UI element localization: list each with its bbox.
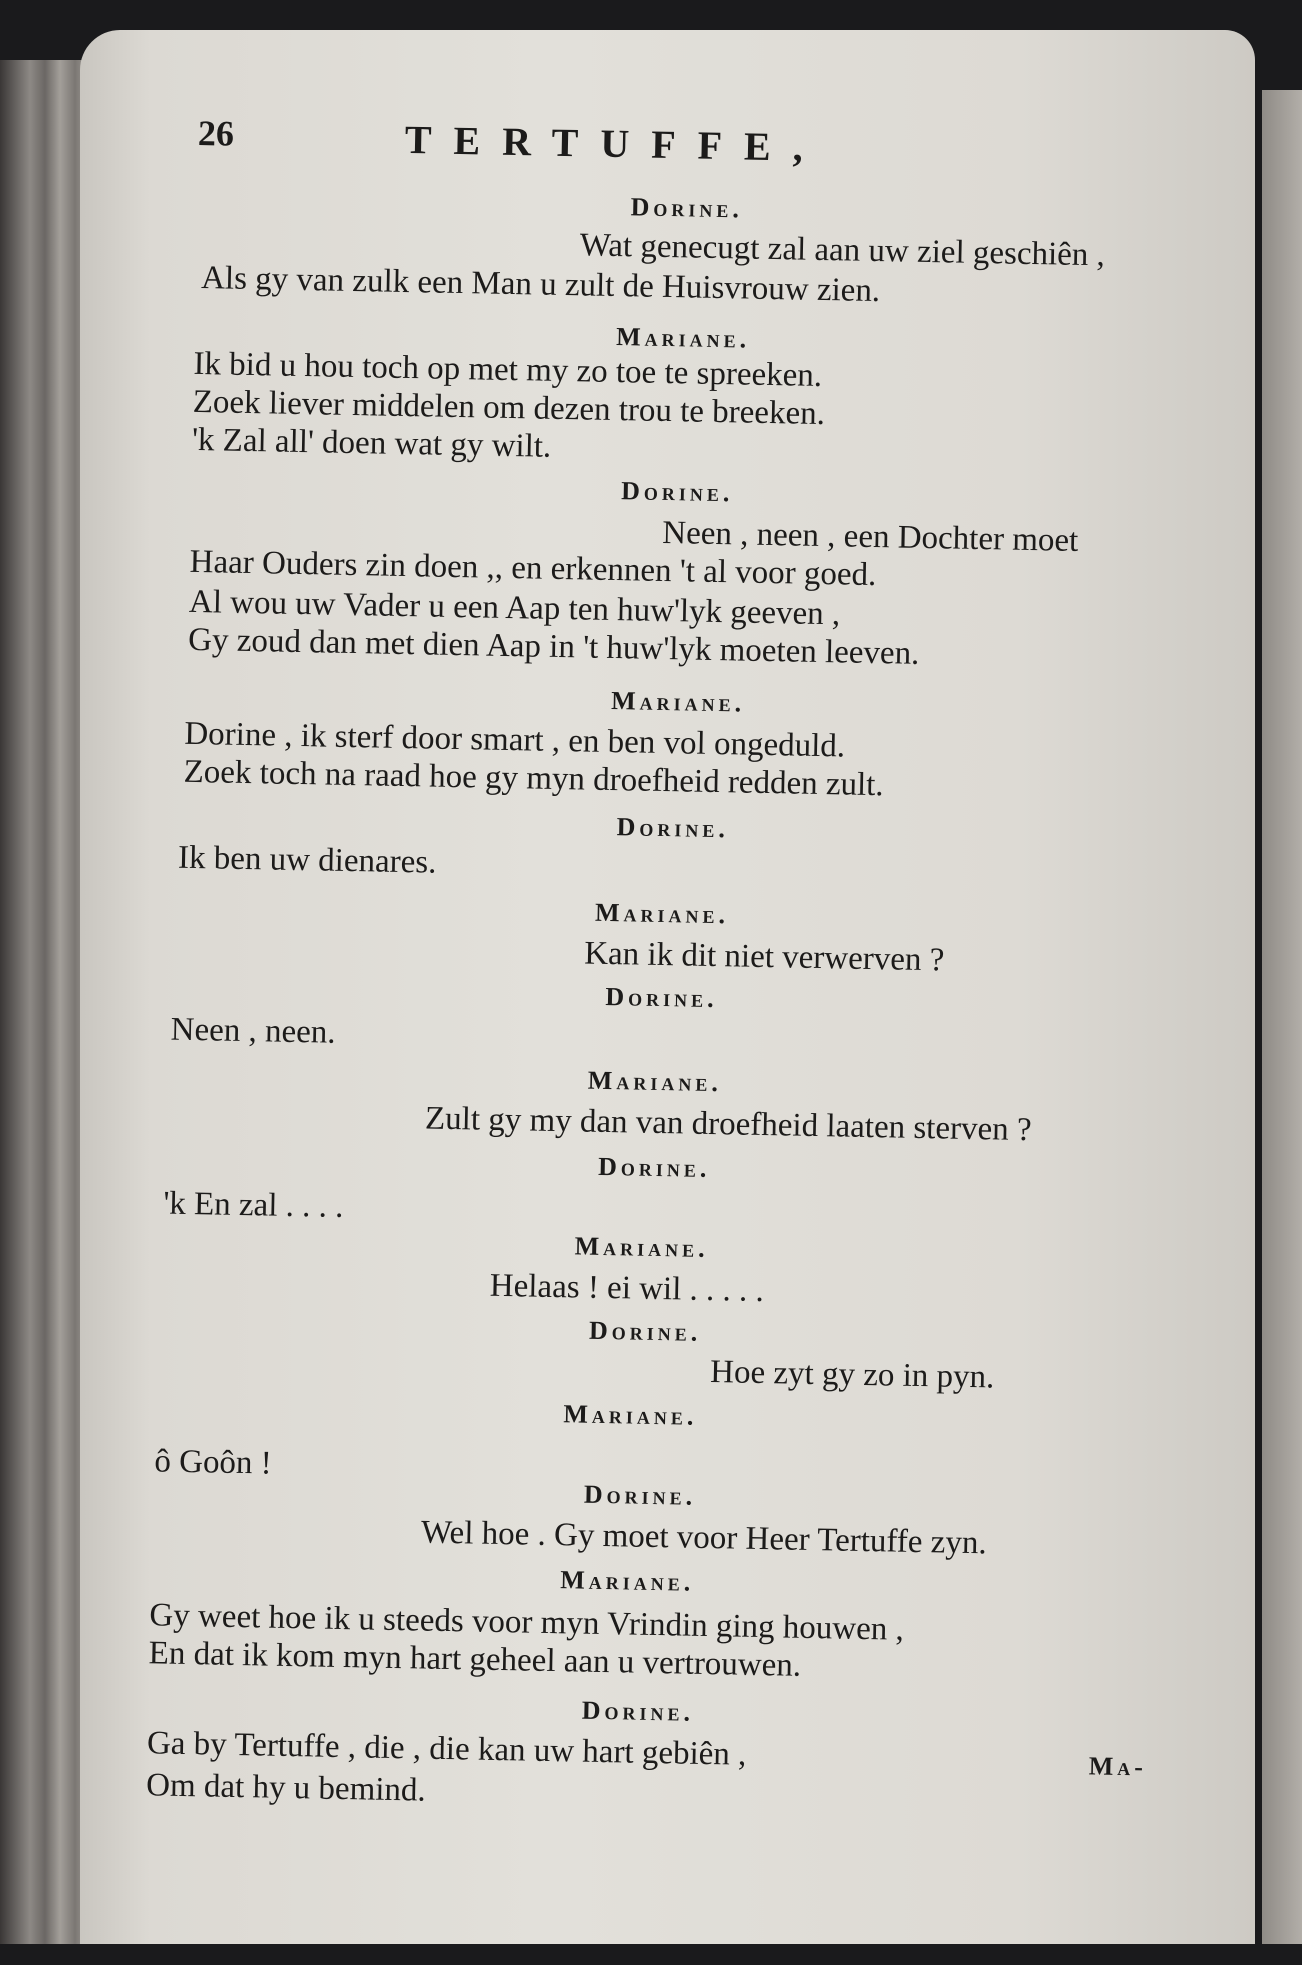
verse-line: Haar Ouders zin doen ,, en erkennen 't al voor goed. <box>189 543 877 594</box>
verse-line: En dat ik kom myn hart geheel aan u vertrouwen. <box>148 1635 802 1684</box>
speaker: Mariane. <box>559 1565 695 1597</box>
verse-line: Dorine , ik sterf door smart , en ben vol ongeduld. <box>184 715 846 765</box>
speaker: Mariane. <box>610 686 746 718</box>
verse-line: Gy weet hoe ik u steeds voor myn Vrindin ging houwen , <box>149 1597 905 1648</box>
verse-line: Om dat hy u bemind. <box>145 1767 427 1809</box>
speaker: Dorine. <box>581 1695 695 1727</box>
catchword: Ma- <box>1088 1751 1148 1782</box>
verse-line: Helaas ! ei wil . . . . . <box>489 1267 765 1310</box>
speaker: Mariane. <box>563 1399 698 1431</box>
verse-line: Wel hoe . Gy moet voor Heer Tertuffe zyn. <box>420 1514 987 1562</box>
verse-line: 'k En zal . . . . <box>163 1185 344 1225</box>
verse-line: 'k Zal all' doen wat gy wilt. <box>191 421 552 465</box>
speaker: Dorine. <box>620 476 734 508</box>
speaker: Dorine. <box>630 192 744 224</box>
verse-line: Kan ik dit niet verwerven ? <box>583 935 945 979</box>
verse-line: Als gy van zulk een Man u zult de Huisvrouw zien. <box>200 260 881 310</box>
verse-line: Gy zoud dan met dien Aap in 't huw'lyk moeten leeven. <box>187 621 920 672</box>
verse-line: Ik bid u hou toch op met my zo toe te spreeken. <box>193 345 823 394</box>
speaker: Dorine. <box>588 1315 702 1347</box>
speaker: Mariane. <box>615 322 751 354</box>
speaker: Mariane. <box>587 1065 723 1098</box>
speaker: Dorine. <box>597 1151 711 1183</box>
speaker: Mariane. <box>574 1231 709 1263</box>
speaker: Mariane. <box>594 897 730 930</box>
verse-line: Ga by Tertuffe , die , die kan uw hart gebiên , <box>146 1725 747 1773</box>
page-number: 26 <box>197 112 235 154</box>
running-title: TERTUFFE, <box>404 116 826 170</box>
speaker: Dorine. <box>616 812 730 844</box>
verse-line: Neen , neen , een Dochter moet <box>662 514 1079 559</box>
verse-line: Zult gy my dan van droefheid laaten sterven ? <box>424 1100 1032 1149</box>
verse-line: Zoek toch na raad hoe gy myn droefheid redden zult. <box>183 753 884 804</box>
verse-line: ô Goôn ! <box>154 1443 273 1482</box>
verse-line: Zoek liever middelen om dezen trou te breeken. <box>192 383 826 433</box>
verse-line: Wat genecugt zal aan uw ziel geschiên , <box>579 227 1106 274</box>
speaker: Dorine. <box>583 1479 697 1511</box>
verse-line: Ik ben uw dienares. <box>177 839 437 881</box>
verse-line: Hoe zyt gy zo in pyn. <box>709 1354 995 1396</box>
speaker: Dorine. <box>605 981 718 1014</box>
verse-line: Neen , neen. <box>170 1011 336 1051</box>
verse-line: Al wou uw Vader u een Aap ten huw'lyk geeven , <box>188 583 841 633</box>
